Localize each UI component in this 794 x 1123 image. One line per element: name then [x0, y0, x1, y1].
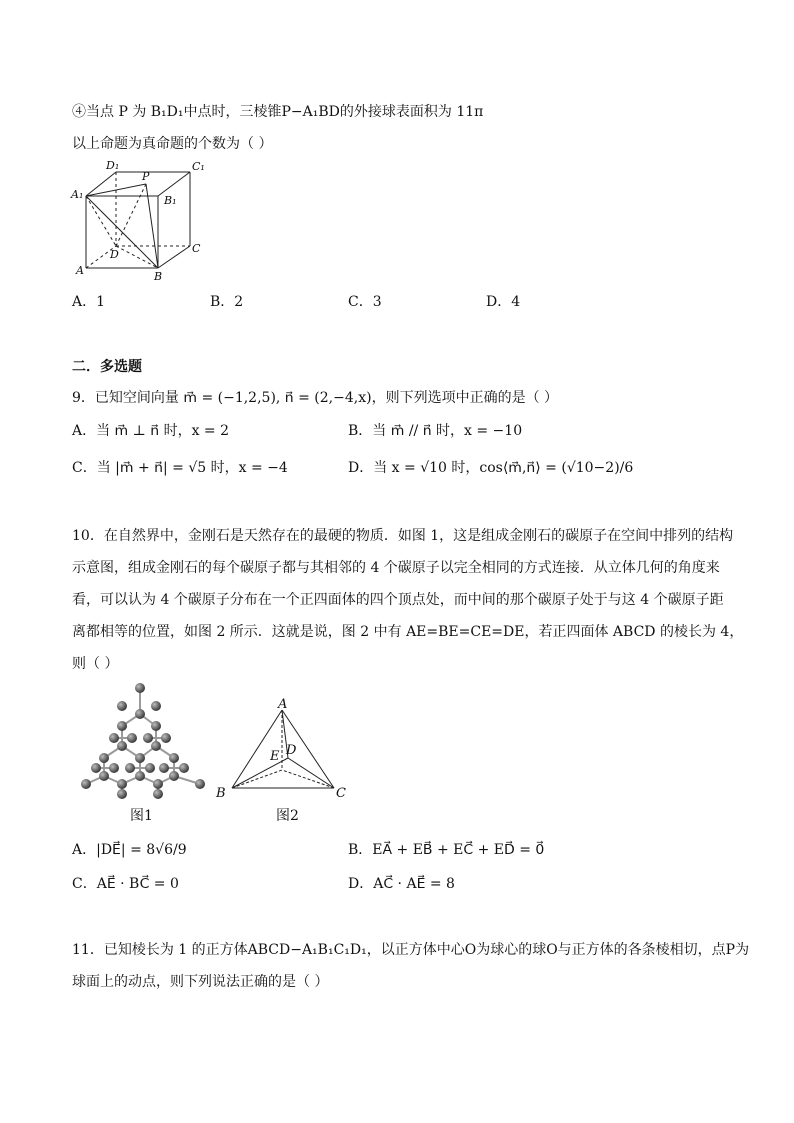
label-A1: A₁: [71, 188, 84, 201]
q8-prompt: 以上命题为真命题的个数为（ ）: [72, 136, 273, 152]
label-D: D: [110, 248, 119, 261]
q10-line-5: 则（ ）: [72, 656, 119, 672]
label-C: C: [192, 242, 201, 255]
diamond-lattice-figure: [74, 680, 210, 802]
label-D: D: [286, 743, 297, 758]
q8-option-d: D．4: [486, 294, 521, 310]
q10-line-2: 示意图，组成金刚石的每个碳原子都与其相邻的 4 个碳原子以完全相同的方式连接．从立体几何的角度来: [72, 560, 720, 576]
q10-option-a: A．|DE⃗| = 8√6/9: [72, 842, 187, 858]
q11-line-2: 球面上的动点，则下列说法正确的是（ ）: [72, 974, 329, 990]
q10-line-4: 离都相等的位置，如图 2 所示．这就是说，图 2 中有 AE=BE=CE=DE，若正四面体 ABCD 的棱长为 4，: [72, 624, 744, 640]
q9-option-c: C．当 |m⃗ + n⃗| = √5 时，x = −4: [72, 460, 288, 476]
q8-option-a: A．1: [72, 294, 106, 310]
tetrahedron-figure: [212, 696, 360, 804]
fig1-caption: 图1: [130, 808, 153, 824]
q10-line-1: 10．在自然界中，金刚石是天然存在的最硬的物质．如图 1，这是组成金刚石的碳原子在空间中排列的结构: [72, 528, 734, 544]
q10-option-d: D．AC⃗ · AE⃗ = 8: [348, 876, 455, 892]
q9-option-a: A．当 m⃗ ⊥ n⃗ 时，x = 2: [72, 423, 230, 439]
label-B1: B₁: [164, 194, 177, 207]
label-A: A: [76, 264, 84, 277]
label-B: B: [216, 786, 226, 801]
q8-option-c: C．3: [348, 294, 382, 310]
label-C: C: [336, 786, 346, 801]
label-D1: D₁: [106, 159, 120, 172]
fig2-caption: 图2: [276, 808, 299, 824]
section-multi-choice: 二．多选题: [72, 359, 142, 375]
q8-item-4: ④当点 P 为 B₁D₁中点时，三棱锥P−A₁BD的外接球表面积为 11π: [72, 104, 484, 120]
q10-option-b: B．EA⃗ + EB⃗ + EC⃗ + ED⃗ = 0⃗: [348, 842, 545, 858]
q10-option-c: C．AE⃗ · BC⃗ = 0: [72, 876, 179, 892]
cube-figure: [68, 158, 218, 283]
label-P: P: [142, 170, 150, 183]
q9-option-d: D．当 x = √10 时，cos⟨m⃗,n⃗⟩ = (√10−2)/6: [348, 460, 634, 476]
label-E: E: [270, 749, 280, 764]
label-B: B: [154, 270, 163, 283]
q10-line-3: 看，可以认为 4 个碳原子分布在一个正四面体的四个顶点处，而中间的那个碳原子处于与这 4 个碳原子距: [72, 592, 724, 608]
q9-stem: 9．已知空间向量 m⃗ = (−1,2,5), n⃗ = (2,−4,x)，则下列选项中正确的是（ ）: [72, 390, 559, 406]
q9-option-b: B．当 m⃗ // n⃗ 时，x = −10: [348, 423, 523, 439]
label-C1: C₁: [192, 160, 205, 173]
q11-line-1: 11．已知棱长为 1 的正方体ABCD−A₁B₁C₁D₁，以正方体中心O为球心的球O与正方体的各条棱相切，点P为: [72, 942, 750, 958]
label-A: A: [278, 697, 288, 712]
q8-option-b: B．2: [210, 294, 244, 310]
